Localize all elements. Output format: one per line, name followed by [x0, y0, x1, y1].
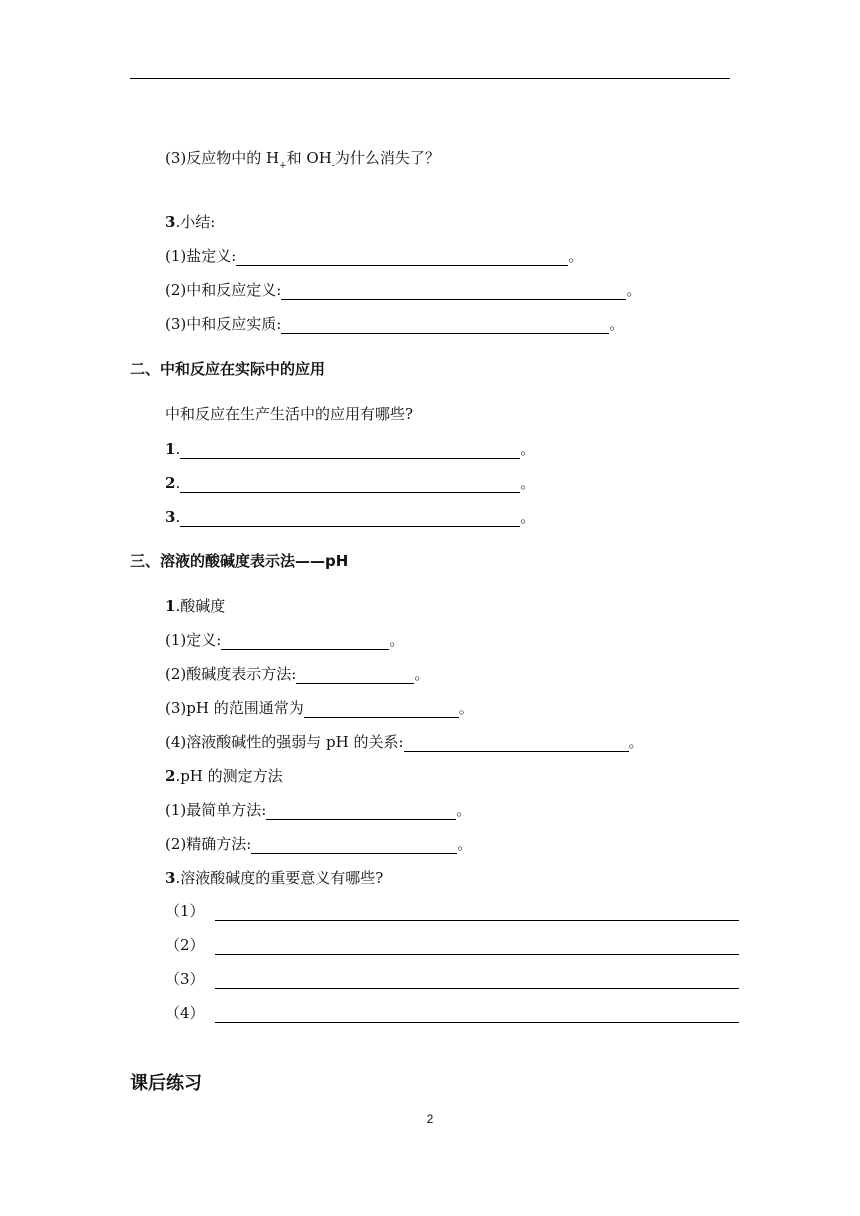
- period: 。: [568, 247, 584, 265]
- application-blank-3[interactable]: [180, 511, 520, 527]
- salt-definition-label: (1)盐定义:: [165, 247, 237, 265]
- definition-line: [165, 630, 404, 650]
- item-number: 1: [165, 440, 176, 458]
- period: 。: [414, 665, 430, 683]
- summary-heading: [165, 212, 215, 232]
- simplest-method-label: (1)最简单方法:: [165, 801, 267, 819]
- period: 。: [520, 440, 536, 458]
- precise-method-blank[interactable]: [251, 838, 457, 854]
- significance-blank-3[interactable]: [215, 973, 739, 989]
- range-line: [165, 698, 474, 718]
- section-2-heading: 二、中和反应在实际中的应用: [130, 360, 326, 378]
- method-label: (2)酸碱度表示方法:: [165, 665, 297, 683]
- application-item-2: [165, 473, 535, 493]
- range-blank[interactable]: [304, 702, 459, 718]
- period: 。: [628, 733, 644, 751]
- precise-method-label: (2)精确方法:: [165, 835, 252, 853]
- question-3: (3)反应物中的 H + 和 OH - 为什么消失了？: [165, 149, 440, 171]
- definition-blank[interactable]: [221, 634, 389, 650]
- significance-number: （2）: [165, 936, 205, 954]
- item-dot: .: [175, 508, 181, 526]
- relation-label: (4)溶液酸碱性的强弱与 pH 的关系:: [165, 733, 404, 751]
- section-2-question: 中和反应在生产生活中的应用有哪些?: [165, 405, 414, 423]
- sub-title: .溶液酸碱度的重要意义有哪些?: [175, 869, 384, 887]
- period: 。: [458, 699, 474, 717]
- sub-number: 2: [165, 767, 176, 785]
- significance-line-4: [165, 1003, 739, 1023]
- precise-method-line: [165, 834, 472, 854]
- period: 。: [457, 835, 473, 853]
- period: 。: [389, 631, 405, 649]
- simplest-method-blank[interactable]: [266, 804, 456, 820]
- period: 。: [626, 281, 642, 299]
- method-blank[interactable]: [296, 668, 414, 684]
- summary-number: 3: [165, 213, 176, 231]
- significance-number: （1）: [165, 902, 205, 920]
- significance-blank-1[interactable]: [215, 905, 739, 921]
- question-3-text-b: 和 OH: [286, 149, 332, 167]
- simplest-method-line: [165, 800, 471, 820]
- method-line: [165, 664, 429, 684]
- period: 。: [609, 315, 625, 333]
- question-3-text-a: (3)反应物中的 H: [165, 149, 280, 167]
- definition-label: (1)定义:: [165, 631, 222, 649]
- range-label: (3)pH 的范围通常为: [165, 699, 304, 717]
- item-dot: .: [175, 474, 181, 492]
- significance-line-1: [165, 901, 739, 921]
- significance-number: （3）: [165, 970, 205, 988]
- after-class-heading: 课后练习: [130, 1073, 202, 1094]
- significance-line-3: [165, 969, 739, 989]
- significance-number: （4）: [165, 1004, 205, 1022]
- sub-heading-significance: [165, 868, 383, 888]
- salt-definition-blank[interactable]: [236, 250, 568, 266]
- salt-definition-line: [165, 246, 583, 266]
- significance-line-2: [165, 935, 739, 955]
- neutralization-essence-label: (3)中和反应实质:: [165, 315, 282, 333]
- header-rule: [130, 78, 730, 79]
- sub-number: 3: [165, 869, 176, 887]
- item-dot: .: [175, 440, 181, 458]
- significance-blank-2[interactable]: [215, 939, 739, 955]
- sub-number: 1: [165, 597, 176, 615]
- neutralization-essence-line: [165, 314, 624, 334]
- period: 。: [520, 474, 536, 492]
- sub-title: .pH 的测定方法: [175, 767, 283, 785]
- page-number: 2: [426, 1112, 434, 1126]
- application-blank-2[interactable]: [180, 477, 520, 493]
- neutralization-definition-line: [165, 280, 641, 300]
- question-3-text-c: 为什么消失了？: [334, 149, 440, 167]
- item-number: 3: [165, 508, 176, 526]
- sub-heading-acidity: [165, 596, 225, 616]
- sub-title: .酸碱度: [175, 597, 226, 615]
- significance-blank-4[interactable]: [215, 1007, 739, 1023]
- summary-title: .小结:: [175, 213, 216, 231]
- sub-heading-ph-measure: [165, 766, 283, 786]
- neutralization-definition-blank[interactable]: [281, 284, 626, 300]
- section-3-heading: 三、溶液的酸碱度表示法——pH: [130, 552, 349, 570]
- period: 。: [520, 508, 536, 526]
- item-number: 2: [165, 474, 176, 492]
- relation-line: [165, 732, 644, 752]
- application-item-3: [165, 507, 535, 527]
- application-blank-1[interactable]: [180, 443, 520, 459]
- relation-blank[interactable]: [404, 736, 629, 752]
- neutralization-definition-label: (2)中和反应定义:: [165, 281, 282, 299]
- application-item-1: [165, 439, 535, 459]
- period: 。: [456, 801, 472, 819]
- neutralization-essence-blank[interactable]: [281, 318, 609, 334]
